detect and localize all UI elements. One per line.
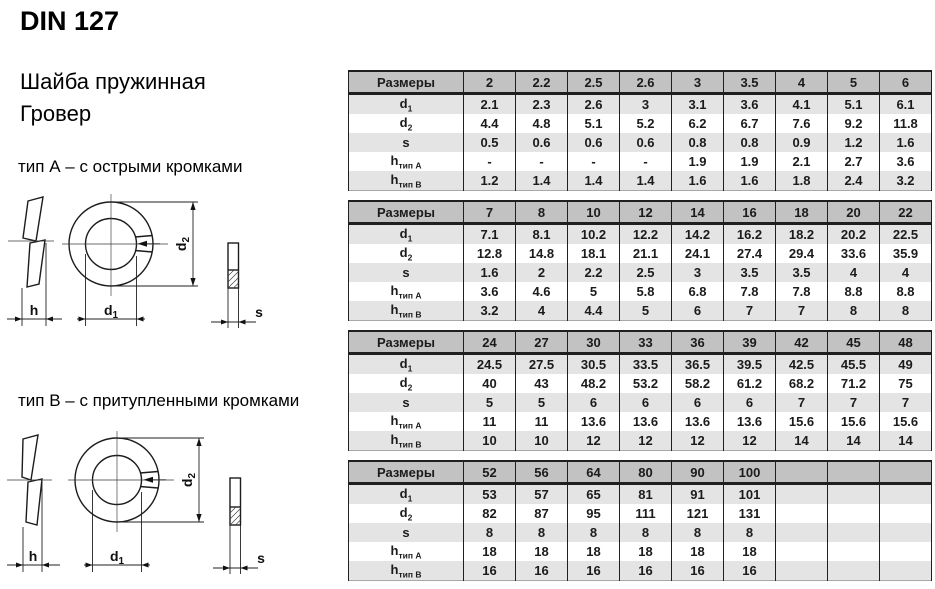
value-cell bbox=[880, 484, 932, 505]
value-cell: 53 bbox=[464, 484, 516, 505]
table-row bbox=[349, 244, 932, 263]
value-cell: 7 bbox=[828, 393, 880, 412]
size-header-cell: 20 bbox=[828, 201, 880, 224]
value-cell: 53.2 bbox=[620, 374, 672, 393]
spec-table-2 bbox=[348, 200, 932, 321]
value-cell: 101 bbox=[724, 484, 776, 505]
value-cell: 12.8 bbox=[464, 244, 516, 263]
table-row bbox=[349, 224, 932, 245]
size-header-cell: 2.2 bbox=[516, 71, 568, 94]
value-cell: 14.8 bbox=[516, 244, 568, 263]
value-cell: 6.7 bbox=[724, 114, 776, 133]
value-cell: 15.6 bbox=[880, 412, 932, 431]
row-label: $h_{тип В}$ bbox=[349, 301, 464, 321]
value-cell: 0.6 bbox=[516, 133, 568, 152]
h-dimension-label: h bbox=[28, 548, 38, 564]
value-cell: 16 bbox=[620, 561, 672, 581]
value-cell: - bbox=[620, 152, 672, 171]
s-dimension-label: s bbox=[255, 304, 263, 320]
value-cell: 11 bbox=[516, 412, 568, 431]
size-header-cell: 10 bbox=[568, 201, 620, 224]
value-cell: 39.5 bbox=[724, 354, 776, 375]
value-cell: 58.2 bbox=[672, 374, 724, 393]
value-cell: 11 bbox=[464, 412, 516, 431]
size-header-cell: 80 bbox=[620, 461, 672, 484]
sizes-header-label: Размеры bbox=[349, 201, 464, 224]
value-cell bbox=[776, 523, 828, 542]
row-label: $d_2$ bbox=[349, 374, 464, 393]
front-view-b bbox=[68, 431, 204, 572]
value-cell: 6.1 bbox=[880, 94, 932, 115]
size-header-cell bbox=[880, 461, 932, 484]
value-cell: 1.8 bbox=[776, 171, 828, 191]
value-cell: 2.1 bbox=[776, 152, 828, 171]
table-row bbox=[349, 282, 932, 301]
value-cell: 4.4 bbox=[568, 301, 620, 321]
table-row bbox=[349, 263, 932, 282]
row-label: $h_{тип А}$ bbox=[349, 412, 464, 431]
value-cell: 16 bbox=[724, 561, 776, 581]
value-cell: 2.7 bbox=[828, 152, 880, 171]
tables-panel bbox=[348, 70, 932, 589]
row-label: $h_{тип В}$ bbox=[349, 171, 464, 191]
value-cell: 8.8 bbox=[880, 282, 932, 301]
value-cell: 111 bbox=[620, 504, 672, 523]
value-cell: 2.4 bbox=[828, 171, 880, 191]
value-cell: 12.2 bbox=[620, 224, 672, 245]
size-header-cell bbox=[776, 461, 828, 484]
value-cell: 3.6 bbox=[880, 152, 932, 171]
value-cell: 9.2 bbox=[828, 114, 880, 133]
value-cell: 16 bbox=[672, 561, 724, 581]
table-row bbox=[349, 412, 932, 431]
size-header-cell: 2.5 bbox=[568, 71, 620, 94]
size-header-cell: 4 bbox=[776, 71, 828, 94]
value-cell: 3.5 bbox=[724, 263, 776, 282]
value-cell: 3.6 bbox=[464, 282, 516, 301]
value-cell: 16 bbox=[516, 561, 568, 581]
table-row bbox=[349, 504, 932, 523]
value-cell: 7.1 bbox=[464, 224, 516, 245]
value-cell: 6 bbox=[568, 393, 620, 412]
type-b-label: тип В – с притупленными кромками bbox=[18, 391, 300, 410]
size-header-cell: 45 bbox=[828, 331, 880, 354]
size-header-cell: 64 bbox=[568, 461, 620, 484]
value-cell: 33.6 bbox=[828, 244, 880, 263]
value-cell: 6.2 bbox=[672, 114, 724, 133]
value-cell: 4.6 bbox=[516, 282, 568, 301]
value-cell: 24.5 bbox=[464, 354, 516, 375]
value-cell bbox=[776, 504, 828, 523]
value-cell: - bbox=[568, 152, 620, 171]
size-header-cell: 2.6 bbox=[620, 71, 672, 94]
value-cell: 4 bbox=[828, 263, 880, 282]
value-cell: 81 bbox=[620, 484, 672, 505]
size-header-cell: 12 bbox=[620, 201, 672, 224]
type-a-drawing bbox=[0, 186, 300, 338]
row-label: $d_2$ bbox=[349, 114, 464, 133]
value-cell: 1.6 bbox=[724, 171, 776, 191]
value-cell: 14 bbox=[828, 431, 880, 451]
value-cell: 3.2 bbox=[464, 301, 516, 321]
value-cell: 18 bbox=[516, 542, 568, 561]
value-cell: 22.5 bbox=[880, 224, 932, 245]
size-header-cell: 48 bbox=[880, 331, 932, 354]
value-cell: 8 bbox=[828, 301, 880, 321]
value-cell bbox=[776, 561, 828, 581]
value-cell bbox=[828, 504, 880, 523]
value-cell: 57 bbox=[516, 484, 568, 505]
sizes-header-label: Размеры bbox=[349, 71, 464, 94]
value-cell: 33.5 bbox=[620, 354, 672, 375]
value-cell: 61.2 bbox=[724, 374, 776, 393]
d2-dimension-label: $d_2$ bbox=[173, 236, 192, 252]
value-cell: 3.2 bbox=[880, 171, 932, 191]
table-row bbox=[349, 542, 932, 561]
value-cell: 30.5 bbox=[568, 354, 620, 375]
side-view-b bbox=[7, 435, 60, 572]
size-header-cell: 90 bbox=[672, 461, 724, 484]
value-cell: 91 bbox=[672, 484, 724, 505]
size-header-cell: 39 bbox=[724, 331, 776, 354]
row-label: $d_2$ bbox=[349, 504, 464, 523]
value-cell: - bbox=[464, 152, 516, 171]
table-row bbox=[349, 523, 932, 542]
value-cell: 7 bbox=[776, 301, 828, 321]
value-cell: 1.4 bbox=[516, 171, 568, 191]
side-view-a bbox=[7, 197, 62, 326]
value-cell: 68.2 bbox=[776, 374, 828, 393]
row-label: s bbox=[349, 263, 464, 282]
value-cell: 1.9 bbox=[672, 152, 724, 171]
value-cell: 16 bbox=[568, 561, 620, 581]
value-cell: 14.2 bbox=[672, 224, 724, 245]
value-cell bbox=[880, 523, 932, 542]
value-cell: 6 bbox=[724, 393, 776, 412]
page-title: DIN 127 bbox=[20, 6, 120, 36]
value-cell: 43 bbox=[516, 374, 568, 393]
value-cell: 4 bbox=[880, 263, 932, 282]
value-cell: 15.6 bbox=[828, 412, 880, 431]
value-cell: 8 bbox=[880, 301, 932, 321]
size-header-cell: 52 bbox=[464, 461, 516, 484]
h-dimension-label: h bbox=[29, 302, 39, 318]
value-cell: 7.6 bbox=[776, 114, 828, 133]
size-header-cell: 2 bbox=[464, 71, 516, 94]
value-cell: 0.9 bbox=[776, 133, 828, 152]
table-row bbox=[349, 561, 932, 581]
value-cell: 40 bbox=[464, 374, 516, 393]
value-cell: 36.5 bbox=[672, 354, 724, 375]
value-cell: 1.4 bbox=[568, 171, 620, 191]
value-cell: 16 bbox=[464, 561, 516, 581]
value-cell: 8 bbox=[620, 523, 672, 542]
value-cell: 1.4 bbox=[620, 171, 672, 191]
value-cell: 24.1 bbox=[672, 244, 724, 263]
table-row bbox=[349, 374, 932, 393]
value-cell bbox=[828, 542, 880, 561]
value-cell: 13.6 bbox=[672, 412, 724, 431]
value-cell: 87 bbox=[516, 504, 568, 523]
value-cell: 12 bbox=[672, 431, 724, 451]
value-cell: 2.1 bbox=[464, 94, 516, 115]
value-cell: 35.9 bbox=[880, 244, 932, 263]
subtitle-line-1: Шайба пружинная bbox=[20, 69, 206, 94]
size-header-cell: 27 bbox=[516, 331, 568, 354]
value-cell: 7 bbox=[776, 393, 828, 412]
value-cell: 12 bbox=[568, 431, 620, 451]
table-row bbox=[349, 152, 932, 171]
size-header-cell: 24 bbox=[464, 331, 516, 354]
value-cell: 2.5 bbox=[620, 263, 672, 282]
value-cell: 7 bbox=[880, 393, 932, 412]
value-cell: - bbox=[516, 152, 568, 171]
row-label: $h_{тип А}$ bbox=[349, 542, 464, 561]
row-label: $d_2$ bbox=[349, 244, 464, 263]
row-label: $h_{тип В}$ bbox=[349, 431, 464, 451]
value-cell: 4.1 bbox=[776, 94, 828, 115]
table-row bbox=[349, 94, 932, 115]
value-cell: 10 bbox=[464, 431, 516, 451]
s-dimension-label: s bbox=[257, 550, 265, 566]
value-cell bbox=[776, 542, 828, 561]
value-cell: 12 bbox=[724, 431, 776, 451]
value-cell: 0.8 bbox=[724, 133, 776, 152]
value-cell: 6.8 bbox=[672, 282, 724, 301]
value-cell bbox=[828, 484, 880, 505]
table-row bbox=[349, 171, 932, 191]
row-label: $h_{тип А}$ bbox=[349, 152, 464, 171]
table-row bbox=[349, 354, 932, 375]
value-cell: 5.2 bbox=[620, 114, 672, 133]
value-cell: 121 bbox=[672, 504, 724, 523]
row-label: $d_1$ bbox=[349, 354, 464, 375]
value-cell: 2.6 bbox=[568, 94, 620, 115]
value-cell: 6 bbox=[620, 393, 672, 412]
front-view-a bbox=[62, 194, 198, 326]
value-cell: 4.8 bbox=[516, 114, 568, 133]
value-cell: 8 bbox=[516, 523, 568, 542]
value-cell: 14 bbox=[880, 431, 932, 451]
size-header-cell: 33 bbox=[620, 331, 672, 354]
value-cell: 49 bbox=[880, 354, 932, 375]
size-header-cell: 6 bbox=[880, 71, 932, 94]
sizes-header-label: Размеры bbox=[349, 461, 464, 484]
value-cell: 20.2 bbox=[828, 224, 880, 245]
spec-table-1 bbox=[348, 70, 932, 191]
size-header-cell bbox=[828, 461, 880, 484]
value-cell: 8 bbox=[724, 523, 776, 542]
section-view-a bbox=[211, 243, 263, 328]
row-label: s bbox=[349, 133, 464, 152]
size-header-cell: 22 bbox=[880, 201, 932, 224]
value-cell bbox=[828, 561, 880, 581]
value-cell: 3.6 bbox=[724, 94, 776, 115]
value-cell: 0.6 bbox=[568, 133, 620, 152]
size-header-cell: 5 bbox=[828, 71, 880, 94]
value-cell: 1.9 bbox=[724, 152, 776, 171]
size-header-cell: 8 bbox=[516, 201, 568, 224]
row-label: s bbox=[349, 393, 464, 412]
value-cell: 12 bbox=[620, 431, 672, 451]
table-row bbox=[349, 133, 932, 152]
value-cell: 1.6 bbox=[672, 171, 724, 191]
spec-table-4 bbox=[348, 460, 932, 581]
row-label: $h_{тип В}$ bbox=[349, 561, 464, 581]
value-cell: 21.1 bbox=[620, 244, 672, 263]
value-cell: 82 bbox=[464, 504, 516, 523]
size-header-cell: 42 bbox=[776, 331, 828, 354]
value-cell: 13.6 bbox=[568, 412, 620, 431]
value-cell bbox=[880, 561, 932, 581]
value-cell: 14 bbox=[776, 431, 828, 451]
value-cell: 3 bbox=[620, 94, 672, 115]
d2-dimension-label: $d_2$ bbox=[179, 472, 198, 488]
subtitle-line-2: Гровер bbox=[20, 101, 92, 126]
value-cell: 4.4 bbox=[464, 114, 516, 133]
size-header-cell: 3 bbox=[672, 71, 724, 94]
value-cell: 131 bbox=[724, 504, 776, 523]
value-cell: 29.4 bbox=[776, 244, 828, 263]
value-cell: 2.3 bbox=[516, 94, 568, 115]
page-subtitle bbox=[20, 66, 206, 130]
value-cell: 18.1 bbox=[568, 244, 620, 263]
value-cell: 0.5 bbox=[464, 133, 516, 152]
value-cell: 45.5 bbox=[828, 354, 880, 375]
value-cell: 6 bbox=[672, 393, 724, 412]
size-header-cell: 18 bbox=[776, 201, 828, 224]
size-header-cell: 16 bbox=[724, 201, 776, 224]
value-cell: 0.6 bbox=[620, 133, 672, 152]
value-cell: 1.6 bbox=[464, 263, 516, 282]
value-cell: 42.5 bbox=[776, 354, 828, 375]
row-label: s bbox=[349, 523, 464, 542]
value-cell: 18 bbox=[568, 542, 620, 561]
value-cell: 27.4 bbox=[724, 244, 776, 263]
d1-dimension-label: $d_1$ bbox=[103, 302, 119, 321]
value-cell: 18 bbox=[464, 542, 516, 561]
value-cell: 71.2 bbox=[828, 374, 880, 393]
row-label: $d_1$ bbox=[349, 94, 464, 115]
value-cell: 8 bbox=[672, 523, 724, 542]
value-cell: 3 bbox=[672, 263, 724, 282]
value-cell: 2.2 bbox=[568, 263, 620, 282]
value-cell: 7.8 bbox=[776, 282, 828, 301]
value-cell: 48.2 bbox=[568, 374, 620, 393]
sizes-header-label: Размеры bbox=[349, 331, 464, 354]
size-header-cell: 7 bbox=[464, 201, 516, 224]
value-cell: 1.2 bbox=[464, 171, 516, 191]
table-row bbox=[349, 393, 932, 412]
type-b-drawing bbox=[0, 428, 300, 586]
value-cell: 10.2 bbox=[568, 224, 620, 245]
value-cell: 5.1 bbox=[568, 114, 620, 133]
value-cell: 65 bbox=[568, 484, 620, 505]
value-cell bbox=[880, 542, 932, 561]
value-cell: 8 bbox=[568, 523, 620, 542]
value-cell: 1.2 bbox=[828, 133, 880, 152]
d1-dimension-label: $d_1$ bbox=[109, 548, 125, 567]
value-cell: 5.1 bbox=[828, 94, 880, 115]
size-header-cell: 36 bbox=[672, 331, 724, 354]
value-cell: 5 bbox=[464, 393, 516, 412]
value-cell: 5 bbox=[620, 301, 672, 321]
value-cell bbox=[776, 484, 828, 505]
value-cell: 18.2 bbox=[776, 224, 828, 245]
value-cell: 1.6 bbox=[880, 133, 932, 152]
value-cell: 5.8 bbox=[620, 282, 672, 301]
size-header-cell: 3.5 bbox=[724, 71, 776, 94]
size-header-cell: 100 bbox=[724, 461, 776, 484]
value-cell: 5 bbox=[568, 282, 620, 301]
value-cell: 16.2 bbox=[724, 224, 776, 245]
value-cell: 3.5 bbox=[776, 263, 828, 282]
value-cell: 95 bbox=[568, 504, 620, 523]
value-cell: 3.1 bbox=[672, 94, 724, 115]
value-cell: 18 bbox=[724, 542, 776, 561]
type-a-label: тип А – с острыми кромками bbox=[18, 157, 243, 176]
value-cell: 18 bbox=[620, 542, 672, 561]
value-cell: 18 bbox=[672, 542, 724, 561]
value-cell: 10 bbox=[516, 431, 568, 451]
value-cell bbox=[880, 504, 932, 523]
table-row bbox=[349, 484, 932, 505]
value-cell: 6 bbox=[672, 301, 724, 321]
table-row bbox=[349, 431, 932, 451]
table-row bbox=[349, 301, 932, 321]
value-cell: 7 bbox=[724, 301, 776, 321]
value-cell: 13.6 bbox=[724, 412, 776, 431]
value-cell: 5 bbox=[516, 393, 568, 412]
value-cell: 4 bbox=[516, 301, 568, 321]
value-cell: 0.8 bbox=[672, 133, 724, 152]
value-cell: 27.5 bbox=[516, 354, 568, 375]
value-cell: 8 bbox=[464, 523, 516, 542]
value-cell: 2 bbox=[516, 263, 568, 282]
table-row bbox=[349, 114, 932, 133]
value-cell bbox=[828, 523, 880, 542]
value-cell: 15.6 bbox=[776, 412, 828, 431]
value-cell: 7.8 bbox=[724, 282, 776, 301]
size-header-cell: 30 bbox=[568, 331, 620, 354]
row-label: $d_1$ bbox=[349, 224, 464, 245]
spec-table-3 bbox=[348, 330, 932, 451]
value-cell: 8.8 bbox=[828, 282, 880, 301]
section-view-b bbox=[213, 478, 265, 574]
value-cell: 13.6 bbox=[620, 412, 672, 431]
size-header-cell: 14 bbox=[672, 201, 724, 224]
value-cell: 11.8 bbox=[880, 114, 932, 133]
row-label: $h_{тип А}$ bbox=[349, 282, 464, 301]
value-cell: 8.1 bbox=[516, 224, 568, 245]
value-cell: 75 bbox=[880, 374, 932, 393]
row-label: $d_1$ bbox=[349, 484, 464, 505]
size-header-cell: 56 bbox=[516, 461, 568, 484]
